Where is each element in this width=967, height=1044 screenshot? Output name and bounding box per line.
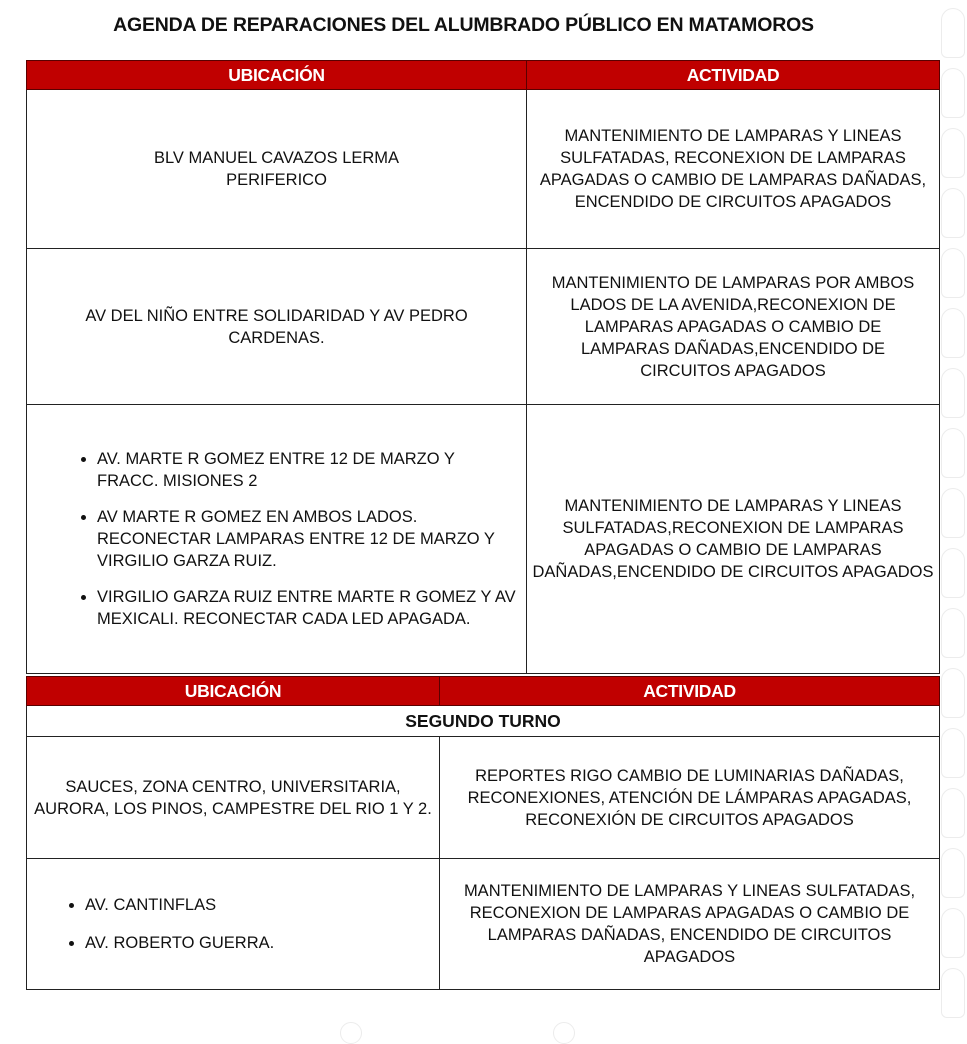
- watermark-logo-icon: [941, 188, 965, 238]
- column-header-location: UBICACIÓN: [27, 677, 440, 706]
- watermark-logo-icon: [941, 428, 965, 478]
- column-header-location: UBICACIÓN: [27, 61, 527, 90]
- watermark-logo-icon: [941, 848, 965, 898]
- watermark-strip: [937, 0, 967, 1034]
- watermark-logo-icon: [941, 728, 965, 778]
- watermark-logo-icon: [941, 8, 965, 58]
- location-cell: AV DEL NIÑO ENTRE SOLIDARIDAD Y AV PEDRO CARDENAS.: [27, 249, 527, 405]
- location-list-item: • AV. CANTINFLAS: [85, 894, 433, 916]
- watermark-logo-icon: [941, 488, 965, 538]
- watermark-logo-icon: [941, 668, 965, 718]
- location-list-item: • VIRGILIO GARZA RUIZ ENTRE MARTE R GOMEZ Y AV MEXICALI. RECONECTAR CADA LED APAGADA.: [97, 586, 520, 630]
- table-header-row: [27, 61, 940, 90]
- schedule-table-first-shift: [26, 60, 940, 674]
- watermark-logo-icon: [941, 128, 965, 178]
- location-list: [33, 448, 520, 630]
- location-list-item: • AV. ROBERTO GUERRA.: [85, 932, 433, 954]
- location-cell: SAUCES, ZONA CENTRO, UNIVERSITARIA, AURORA, LOS PINOS, CAMPESTRE DEL RIO 1 Y 2.: [27, 737, 440, 859]
- activity-cell: MANTENIMIENTO DE LAMPARAS Y LINEAS SULFATADAS,RECONEXION DE LAMPARAS APAGADAS O CAMBIO DE LAMPARAS DAÑADAS,ENCENDIDO DE CIRCUITOS APAGADOS: [527, 405, 940, 674]
- location-cell: [27, 90, 527, 249]
- watermark-logo-icon: [941, 308, 965, 358]
- page-title: AGENDA DE REPARACIONES DEL ALUMBRADO PÚBLICO EN MATAMOROS: [113, 14, 814, 36]
- location-line: PERIFERICO: [226, 171, 327, 189]
- column-header-activity: ACTIVIDAD: [527, 61, 940, 90]
- shift-label: SEGUNDO TURNO: [27, 706, 940, 737]
- table-row: [27, 249, 940, 405]
- location-list: [33, 894, 433, 954]
- location-list-item: • AV MARTE R GOMEZ EN AMBOS LADOS. RECONECTAR LAMPARAS ENTRE 12 DE MARZO Y VIRGILIO GARZA RUIZ.: [97, 506, 520, 572]
- watermark-logo-icon: [941, 548, 965, 598]
- table-row: [27, 90, 940, 249]
- watermark-logo-icon: [340, 1022, 362, 1044]
- watermark-logo-icon: [941, 608, 965, 658]
- watermark-logo-icon: [941, 68, 965, 118]
- watermark-logo-icon: [941, 248, 965, 298]
- table-header-row: [27, 677, 940, 706]
- location-cell: [27, 859, 440, 990]
- activity-cell: REPORTES RIGO CAMBIO DE LUMINARIAS DAÑADAS, RECONEXIONES, ATENCIÓN DE LÁMPARAS APAGADAS, RECONEXIÓN DE CIRCUITOS APAGADOS: [440, 737, 940, 859]
- activity-cell: MANTENIMIENTO DE LAMPARAS Y LINEAS SULFATADAS, RECONEXION DE LAMPARAS APAGADAS O CAMBIO DE LAMPARAS DAÑADAS, ENCENDIDO DE CIRCUITOS APAGADOS: [440, 859, 940, 990]
- location-cell: [27, 405, 527, 674]
- activity-cell: MANTENIMIENTO DE LAMPARAS POR AMBOS LADOS DE LA AVENIDA,RECONEXION DE LAMPARAS APAGADAS O CAMBIO DE LAMPARAS DAÑADAS,ENCENDIDO DE CIRCUITOS APAGADOS: [527, 249, 940, 405]
- location-line: BLV MANUEL CAVAZOS LERMA: [153, 149, 400, 167]
- table-row: [27, 859, 940, 990]
- watermark-logo-icon: [941, 968, 965, 1018]
- table-row: [27, 405, 940, 674]
- watermark-logo-icon: [941, 368, 965, 418]
- location-list-item: • AV. MARTE R GOMEZ ENTRE 12 DE MARZO Y FRACC. MISIONES 2: [97, 448, 520, 492]
- schedule-table-second-shift: [26, 676, 940, 990]
- watermark-logo-icon: [941, 788, 965, 838]
- watermark-logo-icon: [941, 908, 965, 958]
- shift-row: [27, 706, 940, 737]
- activity-cell: MANTENIMIENTO DE LAMPARAS Y LINEAS SULFATADAS, RECONEXION DE LAMPARAS APAGADAS O CAMBIO DE LAMPARAS DAÑADAS, ENCENDIDO DE CIRCUITOS APAGADOS: [527, 90, 940, 249]
- column-header-activity: ACTIVIDAD: [440, 677, 940, 706]
- watermark-logo-icon: [553, 1022, 575, 1044]
- table-row: [27, 737, 940, 859]
